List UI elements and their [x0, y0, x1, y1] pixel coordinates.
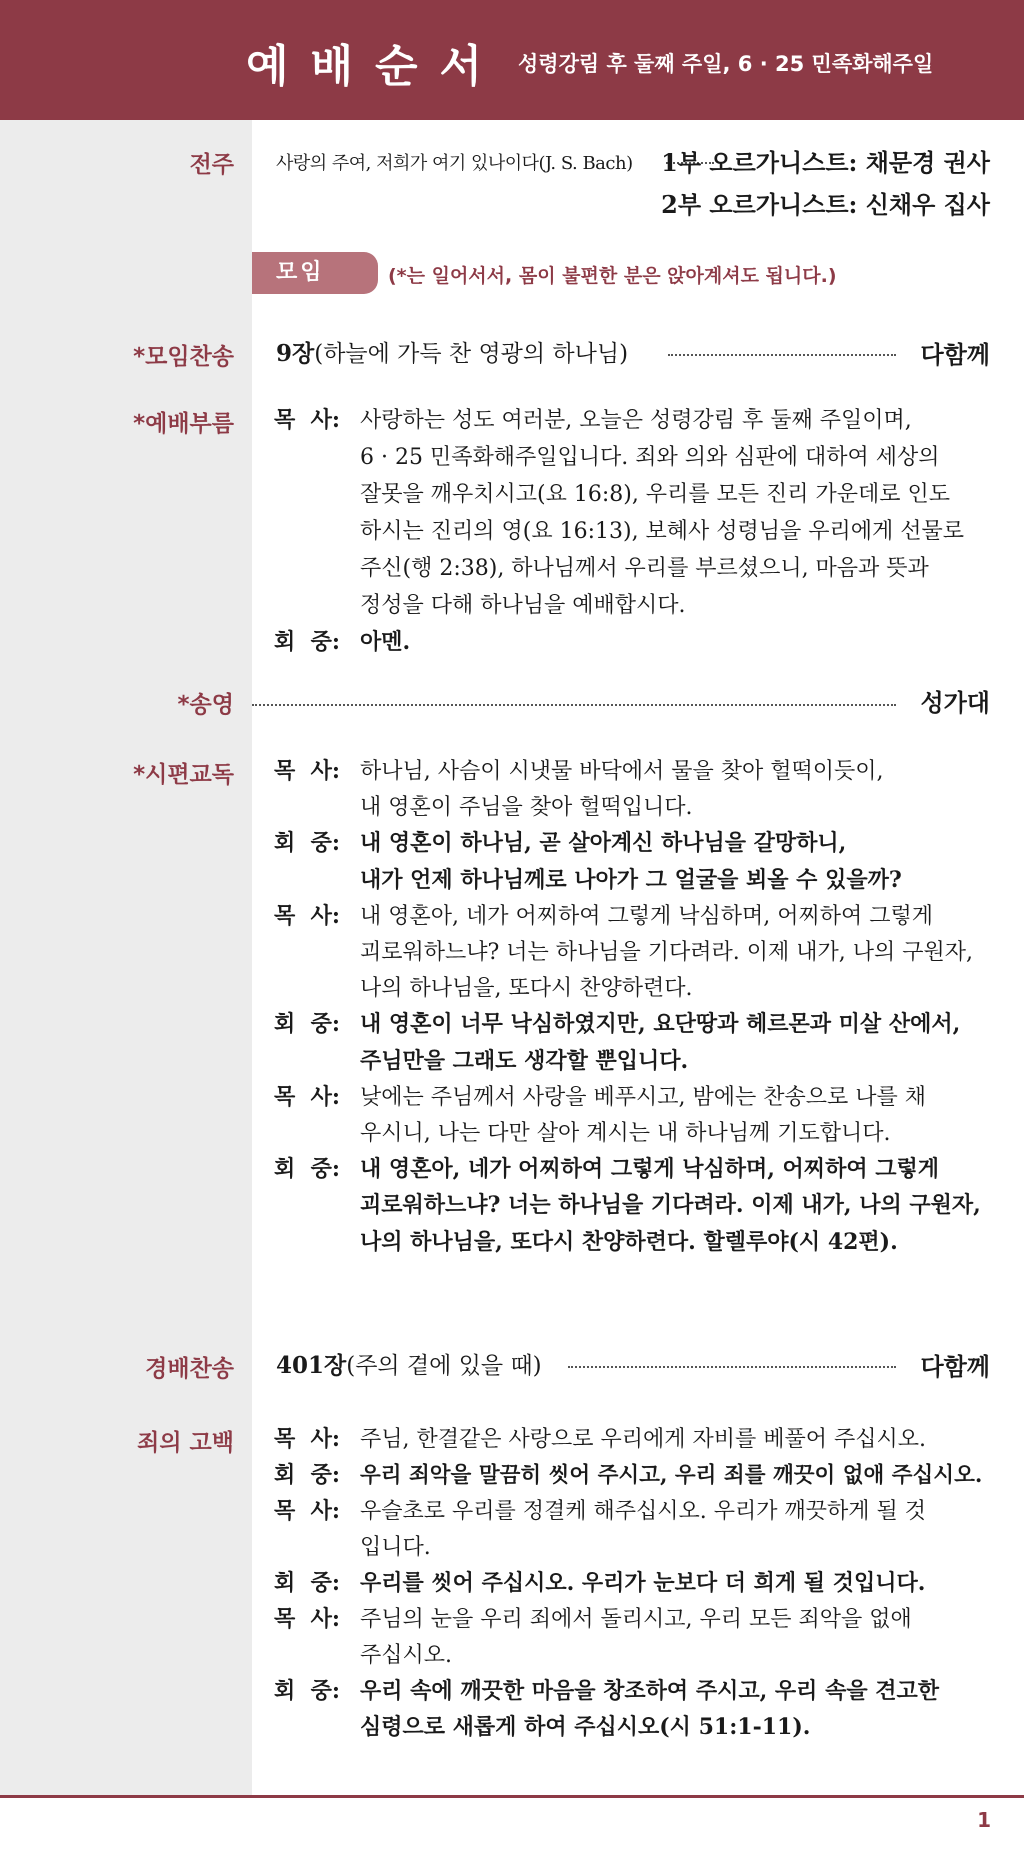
- header-bar: [0, 0, 1024, 120]
- speaker-label: 회 중:: [274, 1462, 340, 1488]
- reading-line: 우리를 씻어 주십시오. 우리가 눈보다 더 희게 될 것입니다.: [360, 1570, 926, 1596]
- reading-line: 잘못을 깨우치시고(요 16:8), 우리를 모든 진리 가운데로 인도: [360, 482, 951, 507]
- reading-line: 주십시오.: [360, 1643, 453, 1668]
- reading-line: 괴로워하느냐? 너는 하나님을 기다려라. 이제 내가, 나의 구원자,: [360, 1192, 981, 1219]
- reading-line: 우리 죄악을 말끔히 씻어 주시고, 우리 죄를 깨끗이 없애 주십시오.: [360, 1463, 983, 1488]
- hymn-number: 9장: [276, 340, 315, 367]
- speaker-label: 목 사:: [274, 407, 340, 433]
- page-subtitle: 성령강림 후 둘째 주일, 6 · 25 민족화해주일: [518, 52, 934, 76]
- reading-line: 내 영혼이 하나님, 곧 살아계신 하나님을 갈망하니,: [360, 830, 847, 857]
- reading-line: 내 영혼아, 네가 어찌하여 그렇게 낙심하며, 어찌하여 그렇게: [360, 903, 933, 929]
- reading-line: 내 영혼이 주님을 찾아 헐떡입니다.: [360, 795, 693, 821]
- footer-divider: [0, 1795, 1024, 1798]
- reading-line: 하시는 진리의 영(요 16:13), 보혜사 성령님을 우리에게 선물로: [360, 519, 965, 544]
- reading-line: 내 영혼이 너무 낙심하였지만, 요단땅과 헤르몬과 미살 산에서,: [360, 1011, 961, 1038]
- reading-line: 우리 속에 깨끗한 마음을 창조하여 주시고, 우리 속을 견고한: [360, 1678, 939, 1704]
- reading-line: 심령으로 새롭게 하여 주십시오(시 51:1-11).: [360, 1714, 811, 1740]
- label-prelude: 전주: [189, 152, 234, 178]
- speaker-label: 목 사:: [274, 1606, 340, 1632]
- organist-1: 1부 오르가니스트: 채문경 권사: [661, 148, 990, 177]
- label-psalm-reading: *시편교독: [133, 762, 234, 788]
- hymn-title: (하늘에 가득 찬 영광의 하나님): [314, 341, 629, 367]
- hymn-number: 401장: [276, 1352, 347, 1379]
- reading-line: 주님만을 그래도 생각할 뿐입니다.: [360, 1047, 689, 1074]
- reading-line: 정성을 다해 하나님을 예배합시다.: [360, 593, 686, 618]
- reading-line: 주신(행 2:38), 하나님께서 우리를 부르셨으니, 마음과 뜻과: [360, 556, 929, 581]
- reading-line: 아멘.: [360, 629, 411, 655]
- reading-line: 입니다.: [360, 1535, 431, 1560]
- speaker-label: 회 중:: [274, 1011, 340, 1038]
- page-number: 1: [977, 1808, 991, 1832]
- gathering-hymn-entry: [276, 335, 628, 368]
- section-note: (*는 일어서서, 몸이 불편한 분은 앉아계셔도 됩니다.): [388, 265, 837, 287]
- worship-hymn-entry: [276, 1347, 542, 1380]
- speaker-label: 목 사:: [274, 1498, 340, 1524]
- page-title: 예배순서: [246, 41, 505, 92]
- reading-line: 6 · 25 민족화해주일입니다. 죄와 의와 심판에 대하여 세상의: [360, 445, 940, 470]
- speaker-label: 목 사:: [274, 1426, 340, 1452]
- speaker-label: 목 사:: [274, 1083, 340, 1110]
- speaker-label: 회 중:: [274, 1156, 340, 1183]
- reading-line: 우슬초로 우리를 정결케 해주십시오. 우리가 깨끗하게 될 것: [360, 1499, 926, 1524]
- reading-line: 내 영혼아, 네가 어찌하여 그렇게 낙심하며, 어찌하여 그렇게: [360, 1156, 939, 1183]
- reading-line: 나의 하나님을, 또다시 찬양하련다. 할렐루야(시 42편).: [360, 1228, 898, 1255]
- section-tab-gathering: 모임: [252, 252, 378, 294]
- reading-line: 주님의 눈을 우리 죄에서 돌리시고, 우리 모든 죄악을 없애: [360, 1607, 912, 1632]
- doxology-by: 성가대: [920, 688, 990, 717]
- reading-line: 괴로워하느냐? 너는 하나님을 기다려라. 이제 내가, 나의 구원자,: [360, 940, 974, 965]
- label-worship-hymn: 경배찬송: [145, 1356, 234, 1382]
- speaker-label: 회 중:: [274, 830, 340, 857]
- reading-line: 사랑하는 성도 여러분, 오늘은 성령강림 후 둘째 주일이며,: [360, 408, 912, 433]
- leader-dots: [252, 704, 896, 706]
- reading-line: 나의 하나님을, 또다시 찬양하련다.: [360, 976, 693, 1002]
- sidebar-column: [0, 120, 252, 1795]
- label-confession: 죄의 고백: [137, 1430, 234, 1456]
- speaker-label: 회 중:: [274, 1678, 340, 1704]
- organist-2: 2부 오르가니스트: 신채우 집사: [661, 190, 990, 219]
- gathering-hymn-by: 다함께: [920, 340, 990, 369]
- worship-hymn-by: 다함께: [920, 1352, 990, 1381]
- reading-line: 내가 언제 하나님께로 나아가 그 얼굴을 뵈올 수 있을까?: [360, 866, 902, 893]
- reading-line: 낮에는 주님께서 사랑을 베푸시고, 밤에는 찬송으로 나를 채: [360, 1084, 926, 1110]
- reading-line: 주님, 한결같은 사랑으로 우리에게 자비를 베풀어 주십시오.: [360, 1427, 926, 1452]
- prelude-piece: 사랑의 주여, 저희가 여기 있나이다(J. S. Bach): [276, 153, 633, 174]
- speaker-label: 회 중:: [274, 629, 340, 655]
- leader-dots: [668, 354, 896, 356]
- leader-dots: [568, 1366, 896, 1368]
- speaker-label: 회 중:: [274, 1570, 340, 1596]
- reading-line: 우시니, 나는 다만 살아 계시는 내 하나님께 기도합니다.: [360, 1121, 891, 1146]
- speaker-label: 목 사:: [274, 902, 340, 929]
- hymn-title: (주의 곁에 있을 때): [346, 1353, 542, 1379]
- label-gathering-hymn: *모임찬송: [133, 344, 234, 370]
- speaker-label: 목 사:: [274, 758, 340, 784]
- reading-line: 하나님, 사슴이 시냇물 바닥에서 물을 찾아 헐떡이듯이,: [360, 759, 884, 784]
- label-doxology: *송영: [177, 692, 234, 718]
- label-call-to-worship: *예배부름: [133, 411, 234, 437]
